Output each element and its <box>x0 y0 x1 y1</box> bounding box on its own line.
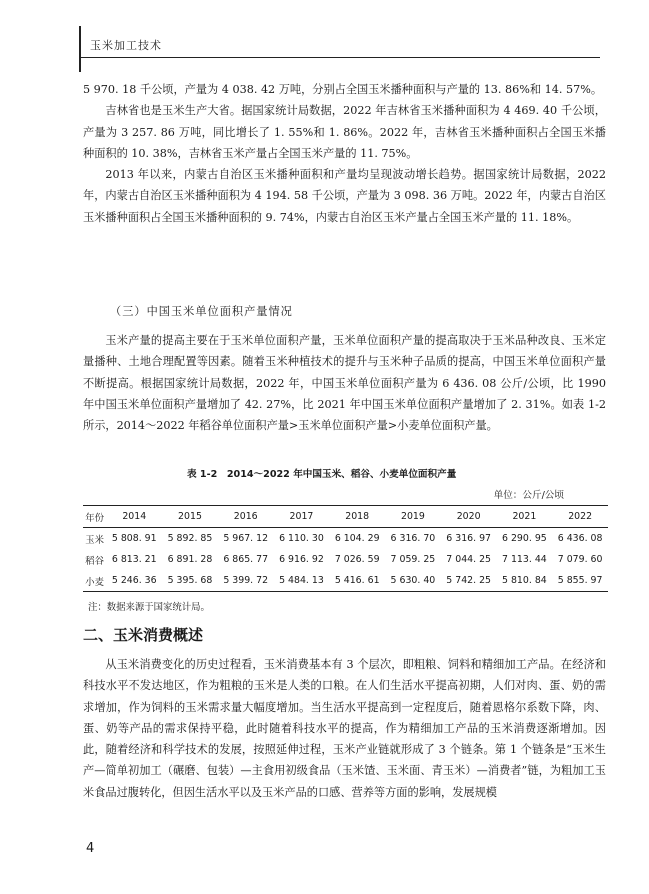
paragraph-guangxi-continuation: 5 970. 18 千公顷，产量为 4 038. 42 万吨，分别占全国玉米播种面积与产量的 13. 86%和 14. 57%。 <box>83 83 603 96</box>
table-cell: 5 484. 13 <box>279 575 324 586</box>
table-cell: 6 916. 92 <box>279 554 324 565</box>
header-cell: 2019 <box>400 511 425 522</box>
table-cell: 5 810. 84 <box>502 575 547 586</box>
table-cell: 5 808. 91 <box>111 533 157 544</box>
bottom-text-block <box>83 654 606 803</box>
table-cell: 6 316. 97 <box>446 533 492 544</box>
table-cell: 5 399. 72 <box>223 575 269 586</box>
mid-text-block <box>83 330 606 436</box>
table-cell: 6 865. 77 <box>223 554 269 565</box>
table-row <box>83 549 608 570</box>
table-unit: 单位：公斤/公顷 <box>493 490 564 501</box>
table-cell: 6 290. 95 <box>502 533 547 544</box>
row-label: 玉米 <box>85 534 105 546</box>
header-cell: 2022 <box>568 511 593 522</box>
table-cell: 6 891. 28 <box>167 554 213 565</box>
table-row <box>83 570 608 592</box>
top-text-block <box>83 79 606 228</box>
table-header-row <box>83 506 608 528</box>
table-cell: 6 436. 08 <box>557 533 603 544</box>
table-cell: 7 044. 25 <box>446 554 492 565</box>
header-vertical-rule <box>79 26 81 72</box>
table-cell: 6 104. 29 <box>334 533 380 544</box>
running-header: 玉米加工技术 <box>90 39 162 52</box>
header-cell: 2021 <box>512 511 537 522</box>
table-cell: 5 246. 36 <box>111 575 157 586</box>
table-cell: 5 967. 12 <box>223 533 269 544</box>
subsection-heading: （三）中国玉米单位面积产量情况 <box>110 305 293 318</box>
section-heading: 二、玉米消费概述 <box>83 626 204 644</box>
paragraph-jilin: 吉林省也是玉米生产大省。据国家统计局数据，2022 年吉林省玉米播种面积为 4 469. 40 千公顷，产量为 3 257. 86 万吨，同比增长了 1. 55%和 1. 86%。2022 年，吉林省玉米播种面积占全国玉米播种面积的 10. 38%，吉林省玉米产量占全国玉米产量的 11. 75%。 <box>83 104 606 160</box>
table-cell: 7 079. 60 <box>557 554 603 565</box>
table-caption: 表 1-2 2014～2022 年中国玉米、稻谷、小麦单位面积产量 <box>187 469 457 480</box>
table-cell: 6 110. 30 <box>279 533 324 544</box>
table-cell: 5 892. 85 <box>167 533 213 544</box>
table-cell: 5 855. 97 <box>557 575 603 586</box>
table-cell: 5 742. 25 <box>446 575 492 586</box>
table-cell: 7 113. 44 <box>502 554 547 565</box>
header-cell: 2014 <box>122 511 147 522</box>
table-cell: 5 416. 61 <box>334 575 380 586</box>
yield-table <box>83 505 608 592</box>
row-label: 稻谷 <box>85 555 105 567</box>
header-cell: 年份 <box>85 512 105 524</box>
table-cell: 7 026. 59 <box>334 554 380 565</box>
paragraph-consumption: 从玉米消费变化的历史过程看，玉米消费基本有 3 个层次，即粗粮、饲料和精细加工产品。在经济和科技水平不发达地区，作为粗粮的玉米是人类的口粮。在人们生活水平提高初期，人们对肉、蛋、奶的需求增加，作为饲料的玉米需求量大幅度增加。当生活水平提高到一定程度后，随着恩格尔系数下降，肉、蛋、奶等产品的需求保持平稳，此时随着科技水平的提高，作为精细加工产品的玉米消费逐渐增加。因此，随着经济和科学技术的发展，按照延伸过程，玉米产业链就形成了 3 个链条。第 1 个链条是“玉米生产—简单初加工（碾磨、包装）—主食用初级食品（玉米馇、玉米面、青玉米）—消费者”链，为粗加工玉米食品过腹转化，但因生活水平以及玉米产品的口感、营养等方面的影响，发展规模 <box>83 658 606 799</box>
paragraph-inner-mongolia: 2013 年以来，内蒙古自治区玉米播种面积和产量均呈现波动增长趋势。据国家统计局数据，2022 年，内蒙古自治区玉米播种面积为 4 194. 58 千公顷，产量为 3 098. 36 万吨。2022 年，内蒙古自治区玉米播种面积占全国玉米播种面积的 9. 74%，内蒙古自治区玉米产量占全国玉米产量的 11. 18%。 <box>83 168 606 224</box>
header-cell: 2017 <box>289 511 314 522</box>
table-note: 注：数据来源于国家统计局。 <box>88 602 210 613</box>
header-cell: 2018 <box>345 511 370 522</box>
row-label: 小麦 <box>85 576 105 588</box>
table-cell: 5 630. 40 <box>390 575 436 586</box>
header-cell: 2015 <box>178 511 202 522</box>
paragraph-unit-yield: 玉米产量的提高主要在于玉米单位面积产量，玉米单位面积产量的提高取决于玉米品种改良、玉米定量播种、土地合理配置等因素。随着玉米种植技术的提升与玉米种子品质的提高，中国玉米单位面积产量不断提高。根据国家统计局数据，2022 年，中国玉米单位面积产量为 6 436. 08 公斤/公顷，比 1990 年中国玉米单位面积产量增加了 42. 27%，比 2021 年中国玉米单位面积产量增加了 2. 31%。如表 1-2 所示，2014～2022 年稻谷单位面积产量>玉米单位面积产量>小麦单位面积产量。 <box>83 334 606 433</box>
table-cell: 5 395. 68 <box>167 575 213 586</box>
page-number: 4 <box>86 841 95 856</box>
table-cell: 7 059. 25 <box>390 554 436 565</box>
table-cell: 6 813. 21 <box>111 554 157 565</box>
table-cell: 6 316. 70 <box>390 533 436 544</box>
header-cell: 2016 <box>233 511 258 522</box>
table-row <box>83 528 608 550</box>
header-horizontal-rule <box>80 57 600 58</box>
header-cell: 2020 <box>456 511 481 522</box>
